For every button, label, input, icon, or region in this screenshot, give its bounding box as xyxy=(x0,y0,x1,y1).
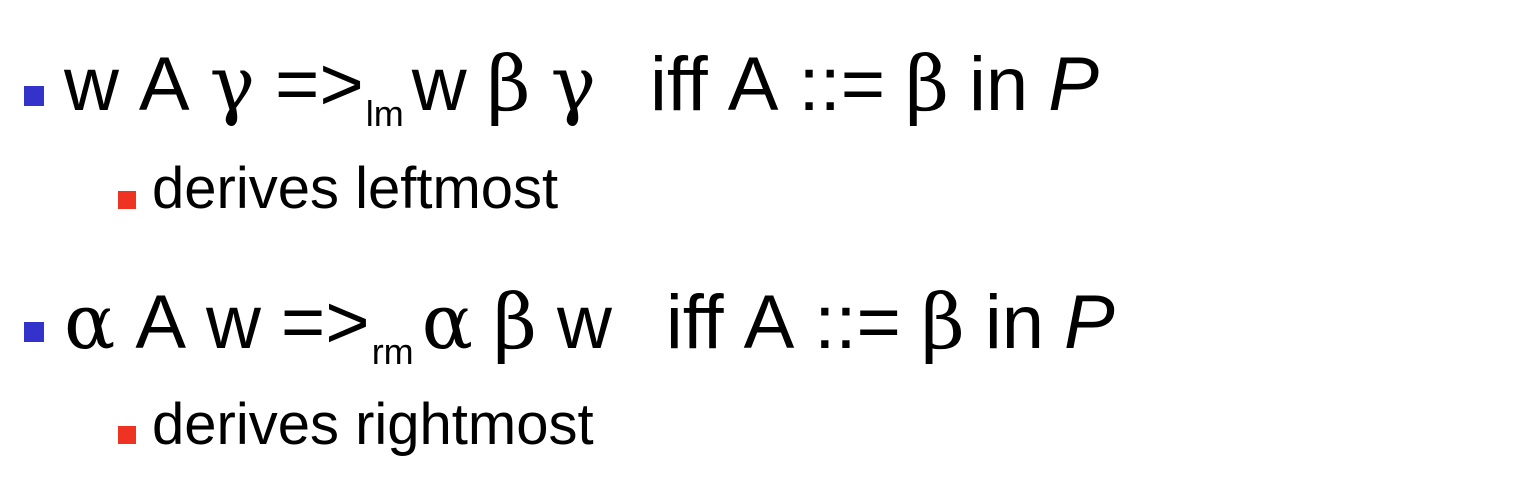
leftmost-derivation-rule xyxy=(64,39,1099,134)
rhs-beta: β xyxy=(486,39,531,128)
condition-in: in xyxy=(984,280,1044,365)
lhs-gamma: γ xyxy=(209,39,256,128)
condition-op: ::= xyxy=(814,280,901,365)
arrow-subscript-lm: lm xyxy=(365,93,404,134)
lhs-w: w xyxy=(206,280,261,365)
condition-A: A xyxy=(743,280,795,365)
rhs-w: w xyxy=(556,280,612,365)
subitem-derives-rightmost: derives rightmost xyxy=(152,392,594,457)
bullet-level2-icon xyxy=(118,191,136,209)
arrow-subscript-rm: rm xyxy=(371,331,414,372)
rhs-alpha: α xyxy=(421,277,473,366)
condition-op: ::= xyxy=(798,42,886,127)
condition-beta: β xyxy=(905,39,950,128)
bullet-level2-icon xyxy=(118,426,136,444)
lhs-alpha: α xyxy=(64,277,116,366)
condition-iff: iff xyxy=(650,42,708,127)
condition-beta: β xyxy=(920,277,965,366)
condition-in: in xyxy=(969,42,1029,127)
derives-arrow: => xyxy=(280,280,370,365)
condition-A: A xyxy=(727,42,779,127)
bullet-level1-icon xyxy=(24,322,44,342)
derives-arrow: => xyxy=(275,42,364,127)
lhs-A: A xyxy=(138,42,190,127)
condition-P: P xyxy=(1048,42,1099,127)
rhs-beta: β xyxy=(493,277,537,366)
rhs-w: w xyxy=(411,42,467,127)
lhs-w: w xyxy=(64,42,119,127)
rhs-gamma: γ xyxy=(550,39,597,128)
condition-iff: iff xyxy=(665,280,724,365)
subitem-derives-leftmost: derives leftmost xyxy=(152,156,559,221)
lhs-A: A xyxy=(135,280,187,365)
condition-P: P xyxy=(1064,280,1115,365)
bullet-level1-icon xyxy=(24,86,44,106)
rightmost-derivation-rule xyxy=(64,277,1115,372)
